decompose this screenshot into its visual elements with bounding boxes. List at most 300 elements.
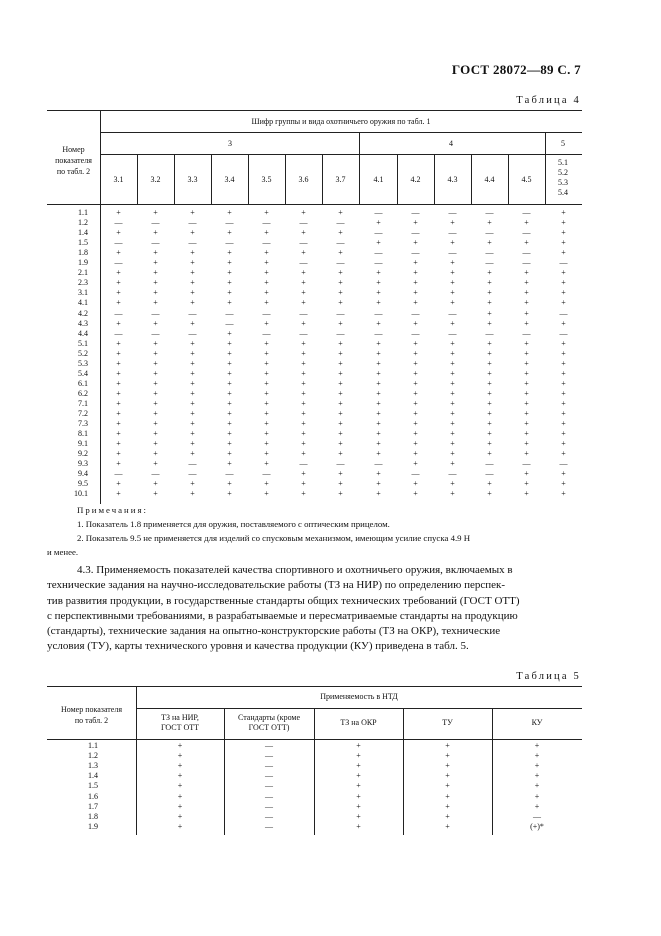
table4-cell: —	[262, 308, 271, 318]
table5-cell: (+)*	[530, 821, 544, 831]
table4-cell: +	[450, 368, 455, 378]
table5-cell: +	[356, 741, 361, 750]
table4-cell: +	[524, 268, 529, 278]
table4-cell: +	[450, 318, 455, 328]
table4-cell: +	[190, 208, 195, 217]
table4-cell: +	[227, 388, 232, 398]
table4-cell: +	[487, 439, 492, 449]
table4-cell: —	[411, 228, 420, 238]
table4-col-header: 4.1	[373, 175, 384, 184]
table4-cell: +	[376, 348, 381, 358]
table4-cell: +	[338, 248, 343, 258]
table4-cell: —	[299, 328, 308, 338]
table4-cell: —	[448, 208, 457, 217]
table4-cell: +	[413, 449, 418, 459]
table4-cell: +	[264, 459, 269, 469]
table5-cell: —	[265, 821, 273, 831]
table4-cell: +	[264, 479, 269, 489]
table4-cell: +	[227, 328, 232, 338]
table5-cell: +	[356, 781, 361, 791]
table4-cell: +	[227, 208, 232, 217]
table4-cell: +	[561, 378, 566, 388]
table4-cell: +	[487, 368, 492, 378]
table4-cell: +	[561, 218, 566, 228]
table5-cell: +	[534, 741, 540, 750]
table4-cell: +	[190, 358, 195, 368]
table4-col-5: 5.1 5.2 5.3 5.4	[558, 158, 568, 197]
paragraph-4-3: 4.3. Применяемость показателей качества спортивного и охотничьего оружия, включаемых в технические задания на научно-исследовательские работы (ТЗ на НИР) по определению перспек- тив развития продукции, в государственные стандарты общих технических требований (ГОСТ ОТТ) с перспективными требованиями, в разрабатываемые и пересматриваемые стандарты на продукцию (стандарты), технические задания на опытно-конструкторские работы (ТЗ на ОКР), технические условия (ТУ), карты технического уровня и качества продукции (КУ) приведена в табл. 5.	[47, 564, 520, 653]
table5-cell: +	[177, 781, 183, 791]
table4-col-header: 3.1	[113, 175, 124, 184]
table4-cell: +	[301, 479, 306, 489]
table4-row-id: 1.9	[78, 258, 88, 268]
table4-cell: +	[487, 479, 492, 489]
table4-row-id: 4.1	[78, 298, 88, 308]
table4-cell: +	[264, 439, 269, 449]
table4-cell: +	[450, 358, 455, 368]
table4-row-id: 1.8	[78, 248, 88, 258]
table4-cell: +	[524, 469, 529, 479]
table4-cell: +	[376, 388, 381, 398]
table4-cell: +	[524, 489, 529, 499]
table4-cell: +	[116, 419, 121, 429]
table4-cell: —	[559, 328, 568, 338]
table4-cell: +	[487, 358, 492, 368]
table4-cell: +	[301, 398, 306, 408]
table5-stub-header: Номер показателя по табл. 2	[60, 705, 123, 725]
table4-cell: +	[487, 288, 492, 298]
table4-cell: —	[151, 328, 160, 338]
table4-cell: +	[153, 268, 158, 278]
table4-cell: +	[153, 258, 158, 268]
table4-cell: +	[190, 288, 195, 298]
table4-cell: —	[188, 308, 197, 318]
table4-cell: —	[151, 308, 160, 318]
table4-cell: +	[153, 489, 158, 499]
table4-row-id: 9.1	[78, 439, 88, 449]
table4-cell: +	[524, 338, 529, 348]
table4-cell: +	[413, 288, 418, 298]
table4-cell: +	[190, 398, 195, 408]
table4-cell: —	[374, 308, 383, 318]
table5-cell: +	[534, 801, 540, 811]
table4-cell: +	[561, 358, 566, 368]
table4-cell: —	[448, 469, 457, 479]
table4-cell: +	[338, 208, 343, 217]
table4-cell: +	[413, 388, 418, 398]
table4-cell: +	[450, 348, 455, 358]
table4-cell: +	[524, 218, 529, 228]
table4-row-id: 7.2	[78, 409, 88, 418]
table4-cell: +	[338, 479, 343, 489]
table4-cell: +	[190, 248, 195, 258]
table4-cell: +	[264, 318, 269, 328]
table5-cell: +	[177, 801, 183, 811]
table4-cell: —	[188, 469, 197, 479]
table4-cell: —	[225, 308, 234, 318]
table4-cell: +	[376, 268, 381, 278]
table4-cell: +	[524, 398, 529, 408]
table4-cell: +	[301, 208, 306, 217]
table4-row-id: 1.5	[78, 238, 88, 248]
table4-cell: +	[190, 479, 195, 489]
table4-cell: +	[153, 208, 158, 217]
table4-row-id: 6.1	[78, 378, 88, 388]
table4-cell: +	[487, 268, 492, 278]
table4-cell: +	[561, 278, 566, 288]
table4-cell: +	[561, 489, 566, 499]
table5-cell: +	[534, 771, 540, 781]
table4-cell: +	[376, 439, 381, 449]
table4-cell: +	[153, 459, 158, 469]
table4-cell: +	[153, 228, 158, 238]
table4-cell: +	[450, 439, 455, 449]
table4-cell: +	[413, 409, 418, 418]
table5-cell: +	[356, 821, 361, 831]
table4-cell: +	[376, 218, 381, 228]
table4-cell: —	[151, 238, 160, 248]
table4-cell: +	[376, 378, 381, 388]
table4-cell: +	[190, 278, 195, 288]
table4-cell: +	[227, 449, 232, 459]
table4-cell: +	[116, 479, 121, 489]
table4-cell: +	[190, 298, 195, 308]
table5-group-header: Применяемость в НТД	[320, 692, 398, 701]
table4-stub-header: Номер показателя по табл. 2	[55, 145, 92, 176]
table4-cell: +	[116, 278, 121, 288]
table4-cell: +	[264, 368, 269, 378]
table4-col-header: 4.4	[484, 175, 495, 184]
table4-cell: +	[338, 388, 343, 398]
table4-row-id: 5.3	[78, 358, 88, 368]
table4-cell: +	[487, 419, 492, 429]
table5-col-ku: КУ	[531, 718, 543, 727]
table4-cell: +	[116, 208, 121, 217]
table4-cell: +	[413, 348, 418, 358]
table4-cell: +	[450, 489, 455, 499]
table4-cell: +	[190, 368, 195, 378]
table4-cell: +	[413, 429, 418, 439]
table4-cell: +	[301, 268, 306, 278]
table4-row-id: 5.4	[78, 368, 88, 378]
table5-col-standards: Стандарты (кроме ГОСТ ОТТ)	[237, 713, 301, 732]
table4-cell: —	[374, 459, 383, 469]
table4-cell: +	[524, 378, 529, 388]
table4-cell: +	[487, 449, 492, 459]
table4-col-header: 3.4	[224, 175, 235, 184]
table4-cell: +	[301, 358, 306, 368]
table4-cell: +	[116, 358, 121, 368]
table4-cell: +	[413, 318, 418, 328]
table4-cell: +	[524, 308, 529, 318]
table4-cell: —	[522, 459, 531, 469]
table5-col-tz-nir: ТЗ на НИР, ГОСТ ОТТ	[160, 713, 200, 732]
table4-cell: +	[487, 308, 492, 318]
table4-cell: —	[448, 308, 457, 318]
table4-cell: +	[413, 258, 418, 268]
table4-cell: +	[450, 398, 455, 408]
table4-row-id: 9.5	[78, 479, 88, 489]
table4-cell: +	[376, 469, 381, 479]
table4-cell: +	[338, 368, 343, 378]
table4-cell: +	[116, 489, 121, 499]
table5-cell: —	[265, 771, 273, 781]
table4-cell: +	[264, 388, 269, 398]
table4-col-header: 3.6	[298, 175, 309, 184]
table4-cell: +	[153, 348, 158, 358]
table4-cell: +	[450, 288, 455, 298]
table5-row-id: 1.9	[88, 821, 98, 831]
table4-cell: +	[301, 419, 306, 429]
table4-cell: +	[116, 318, 121, 328]
table5-cell: +	[356, 761, 361, 771]
table4-cell: +	[227, 258, 232, 268]
table4-cell: +	[561, 388, 566, 398]
table4-row-id: 1.4	[78, 228, 88, 238]
table4-cell: +	[190, 228, 195, 238]
table4-cell: +	[450, 388, 455, 398]
table4-cell: +	[487, 278, 492, 288]
table4-cell: +	[487, 218, 492, 228]
table4-cell: +	[264, 378, 269, 388]
table4-cell: +	[376, 479, 381, 489]
table4-cell: +	[450, 459, 455, 469]
table4-cell: —	[114, 238, 123, 248]
table4-cell: —	[411, 208, 420, 217]
table5-cell: +	[445, 801, 450, 811]
table5-row-id: 1.4	[88, 771, 98, 781]
table4-cell: +	[413, 419, 418, 429]
table4-cell: —	[559, 308, 568, 318]
table4-cell: +	[376, 338, 381, 348]
table4-cell: +	[227, 429, 232, 439]
table4-cell: +	[561, 318, 566, 328]
table5-cell: +	[177, 821, 183, 831]
table4-cell: +	[301, 278, 306, 288]
table4-cell: +	[116, 338, 121, 348]
table4-cell: +	[450, 479, 455, 489]
table5-cell: +	[445, 761, 450, 771]
table5-cell: +	[445, 771, 450, 781]
table5-cell: +	[534, 761, 540, 771]
table4-cell: +	[264, 248, 269, 258]
table4-cell: +	[338, 419, 343, 429]
table4-cell: +	[376, 449, 381, 459]
table4-cell: +	[116, 449, 121, 459]
table4-row-id: 5.1	[78, 338, 88, 348]
table4-cell: +	[413, 479, 418, 489]
table4-cell: —	[299, 459, 308, 469]
table4-cell: +	[338, 469, 343, 479]
table4-cell: +	[338, 268, 343, 278]
table4-row-id: 9.3	[78, 459, 88, 469]
table4-row-id: 7.1	[78, 398, 88, 408]
table4-cell: —	[299, 258, 308, 268]
table4-row-id: 2.3	[78, 278, 88, 288]
table4-cell: +	[376, 298, 381, 308]
table4-cell: —	[522, 258, 531, 268]
table4-cell: +	[338, 288, 343, 298]
table4-cell: —	[522, 328, 531, 338]
table4-cell: +	[190, 429, 195, 439]
table4-cell: +	[301, 449, 306, 459]
table4-cell: +	[301, 338, 306, 348]
table4-cell: +	[561, 449, 566, 459]
table4-cell: +	[561, 429, 566, 439]
table4-cell: +	[227, 459, 232, 469]
table4-cell: +	[264, 258, 269, 268]
table4-cell: —	[336, 238, 345, 248]
table5-cell: +	[445, 811, 450, 821]
note-1: 1. Показатель 1.8 применяется для оружия, поставляемого с оптическим прицелом.	[77, 519, 390, 529]
table4-cell: +	[450, 449, 455, 459]
table4-cell: +	[116, 248, 121, 258]
table4-cell: +	[153, 288, 158, 298]
table4-cell: +	[561, 228, 566, 238]
table4-cell: +	[376, 318, 381, 328]
table4-cell: +	[561, 298, 566, 308]
table4-cell: +	[301, 409, 306, 418]
table5-caption: Таблица 5	[516, 671, 581, 682]
table4-cell: +	[561, 208, 566, 217]
table4-col-header: 3.3	[187, 175, 198, 184]
table4-cell: +	[413, 338, 418, 348]
table4-cell: +	[153, 439, 158, 449]
table4-cell: +	[227, 489, 232, 499]
table5-cell: +	[534, 781, 540, 791]
table4-cell: +	[450, 298, 455, 308]
table4-cell: +	[487, 298, 492, 308]
table4-cell: +	[190, 449, 195, 459]
table4-cell: +	[190, 338, 195, 348]
table4-cell: +	[153, 368, 158, 378]
table4-col-header: 3.2	[150, 175, 161, 184]
table4-cell: +	[524, 388, 529, 398]
table4-cell: —	[336, 308, 345, 318]
table4-cell: +	[227, 278, 232, 288]
table4-cell: +	[338, 439, 343, 449]
table4-cell: —	[411, 469, 420, 479]
table4-row-id: 9.2	[78, 449, 88, 459]
table4-cell: +	[227, 398, 232, 408]
table4-cell: +	[116, 439, 121, 449]
table4-caption: Таблица 4	[516, 95, 581, 106]
table4-cell: +	[190, 378, 195, 388]
table4-cell: +	[487, 238, 492, 248]
table4-cell: +	[190, 489, 195, 499]
table4-cell: —	[559, 258, 568, 268]
table4-cell: +	[264, 288, 269, 298]
table4-cell: +	[413, 278, 418, 288]
table4-row-id: 10.1	[74, 489, 88, 499]
table4-cell: +	[413, 378, 418, 388]
table4-cell: +	[338, 409, 343, 418]
table4-cell: +	[376, 398, 381, 408]
table4-cell: +	[561, 479, 566, 489]
table4-cell: +	[227, 419, 232, 429]
table4-cell: —	[299, 218, 308, 228]
table4-cell: +	[487, 429, 492, 439]
table4-cell: +	[264, 429, 269, 439]
table5-col-tz-okr: ТЗ на ОКР	[340, 718, 377, 727]
table4-cell: +	[561, 419, 566, 429]
table4-row-id: 7.3	[78, 419, 88, 429]
table4-cell: +	[413, 489, 418, 499]
note-2: 2. Показатель 9.5 не применяется для изделий со спусковым механизмом, имеющим усилие спуска 4.9 Н	[77, 533, 471, 543]
table4-cell: —	[114, 308, 123, 318]
table4-cell: —	[188, 238, 197, 248]
table5-cell: +	[177, 741, 183, 750]
table4-col-header: 3.5	[261, 175, 272, 184]
table4-cell: —	[225, 318, 234, 328]
table4-cell: —	[374, 328, 383, 338]
table5-cell: —	[265, 811, 273, 821]
table4-cell: —	[374, 228, 383, 238]
table4-cell: +	[524, 479, 529, 489]
table4-cell: +	[338, 429, 343, 439]
table4-cell: +	[116, 288, 121, 298]
table5-row-id: 1.1	[88, 741, 98, 750]
table4-cell: +	[153, 398, 158, 408]
table4-cell: +	[227, 348, 232, 358]
table5-cell: +	[177, 761, 183, 771]
table5-cell: +	[534, 751, 540, 761]
table4-cell: +	[338, 228, 343, 238]
table4-cell: +	[190, 268, 195, 278]
table4-cell: +	[338, 318, 343, 328]
table4-cell: +	[338, 378, 343, 388]
table4-cell: —	[559, 459, 568, 469]
table5-cell: —	[533, 811, 541, 821]
table5-cell: +	[356, 751, 361, 761]
table5-cell: +	[177, 811, 183, 821]
table4-cell: +	[561, 398, 566, 408]
table5-cell: +	[445, 741, 450, 750]
table4-cell: +	[561, 439, 566, 449]
table4-cell: +	[227, 338, 232, 348]
table4-cell: +	[190, 318, 195, 328]
table4-cell: +	[264, 298, 269, 308]
table5-cell: +	[356, 791, 361, 801]
table4-cell: +	[153, 358, 158, 368]
table4-cell: —	[522, 228, 531, 238]
table4-cell: +	[338, 489, 343, 499]
table4-cell: —	[411, 248, 420, 258]
table4-cell: —	[188, 218, 197, 228]
table4-cell: +	[524, 429, 529, 439]
table5-cell: +	[534, 791, 540, 801]
table4-cell: +	[561, 288, 566, 298]
table4-col-header: 4.3	[447, 175, 458, 184]
table4-cell: +	[450, 338, 455, 348]
table4-cell: +	[413, 459, 418, 469]
table4-cell: +	[264, 278, 269, 288]
table4-cell: —	[262, 469, 271, 479]
table4-cell: +	[153, 429, 158, 439]
table4-cell: —	[448, 328, 457, 338]
table4-cell: +	[190, 388, 195, 398]
table4-cell: +	[338, 358, 343, 368]
table4-cell: +	[338, 449, 343, 459]
table4-cell: +	[153, 298, 158, 308]
table4-cell: —	[151, 218, 160, 228]
table5-cell: +	[177, 791, 183, 801]
note-2-cont: и менее.	[47, 547, 79, 557]
table4-cell: —	[225, 469, 234, 479]
table4-cell: —	[485, 328, 494, 338]
table4-cell: +	[116, 228, 121, 238]
table4-cell: +	[487, 388, 492, 398]
